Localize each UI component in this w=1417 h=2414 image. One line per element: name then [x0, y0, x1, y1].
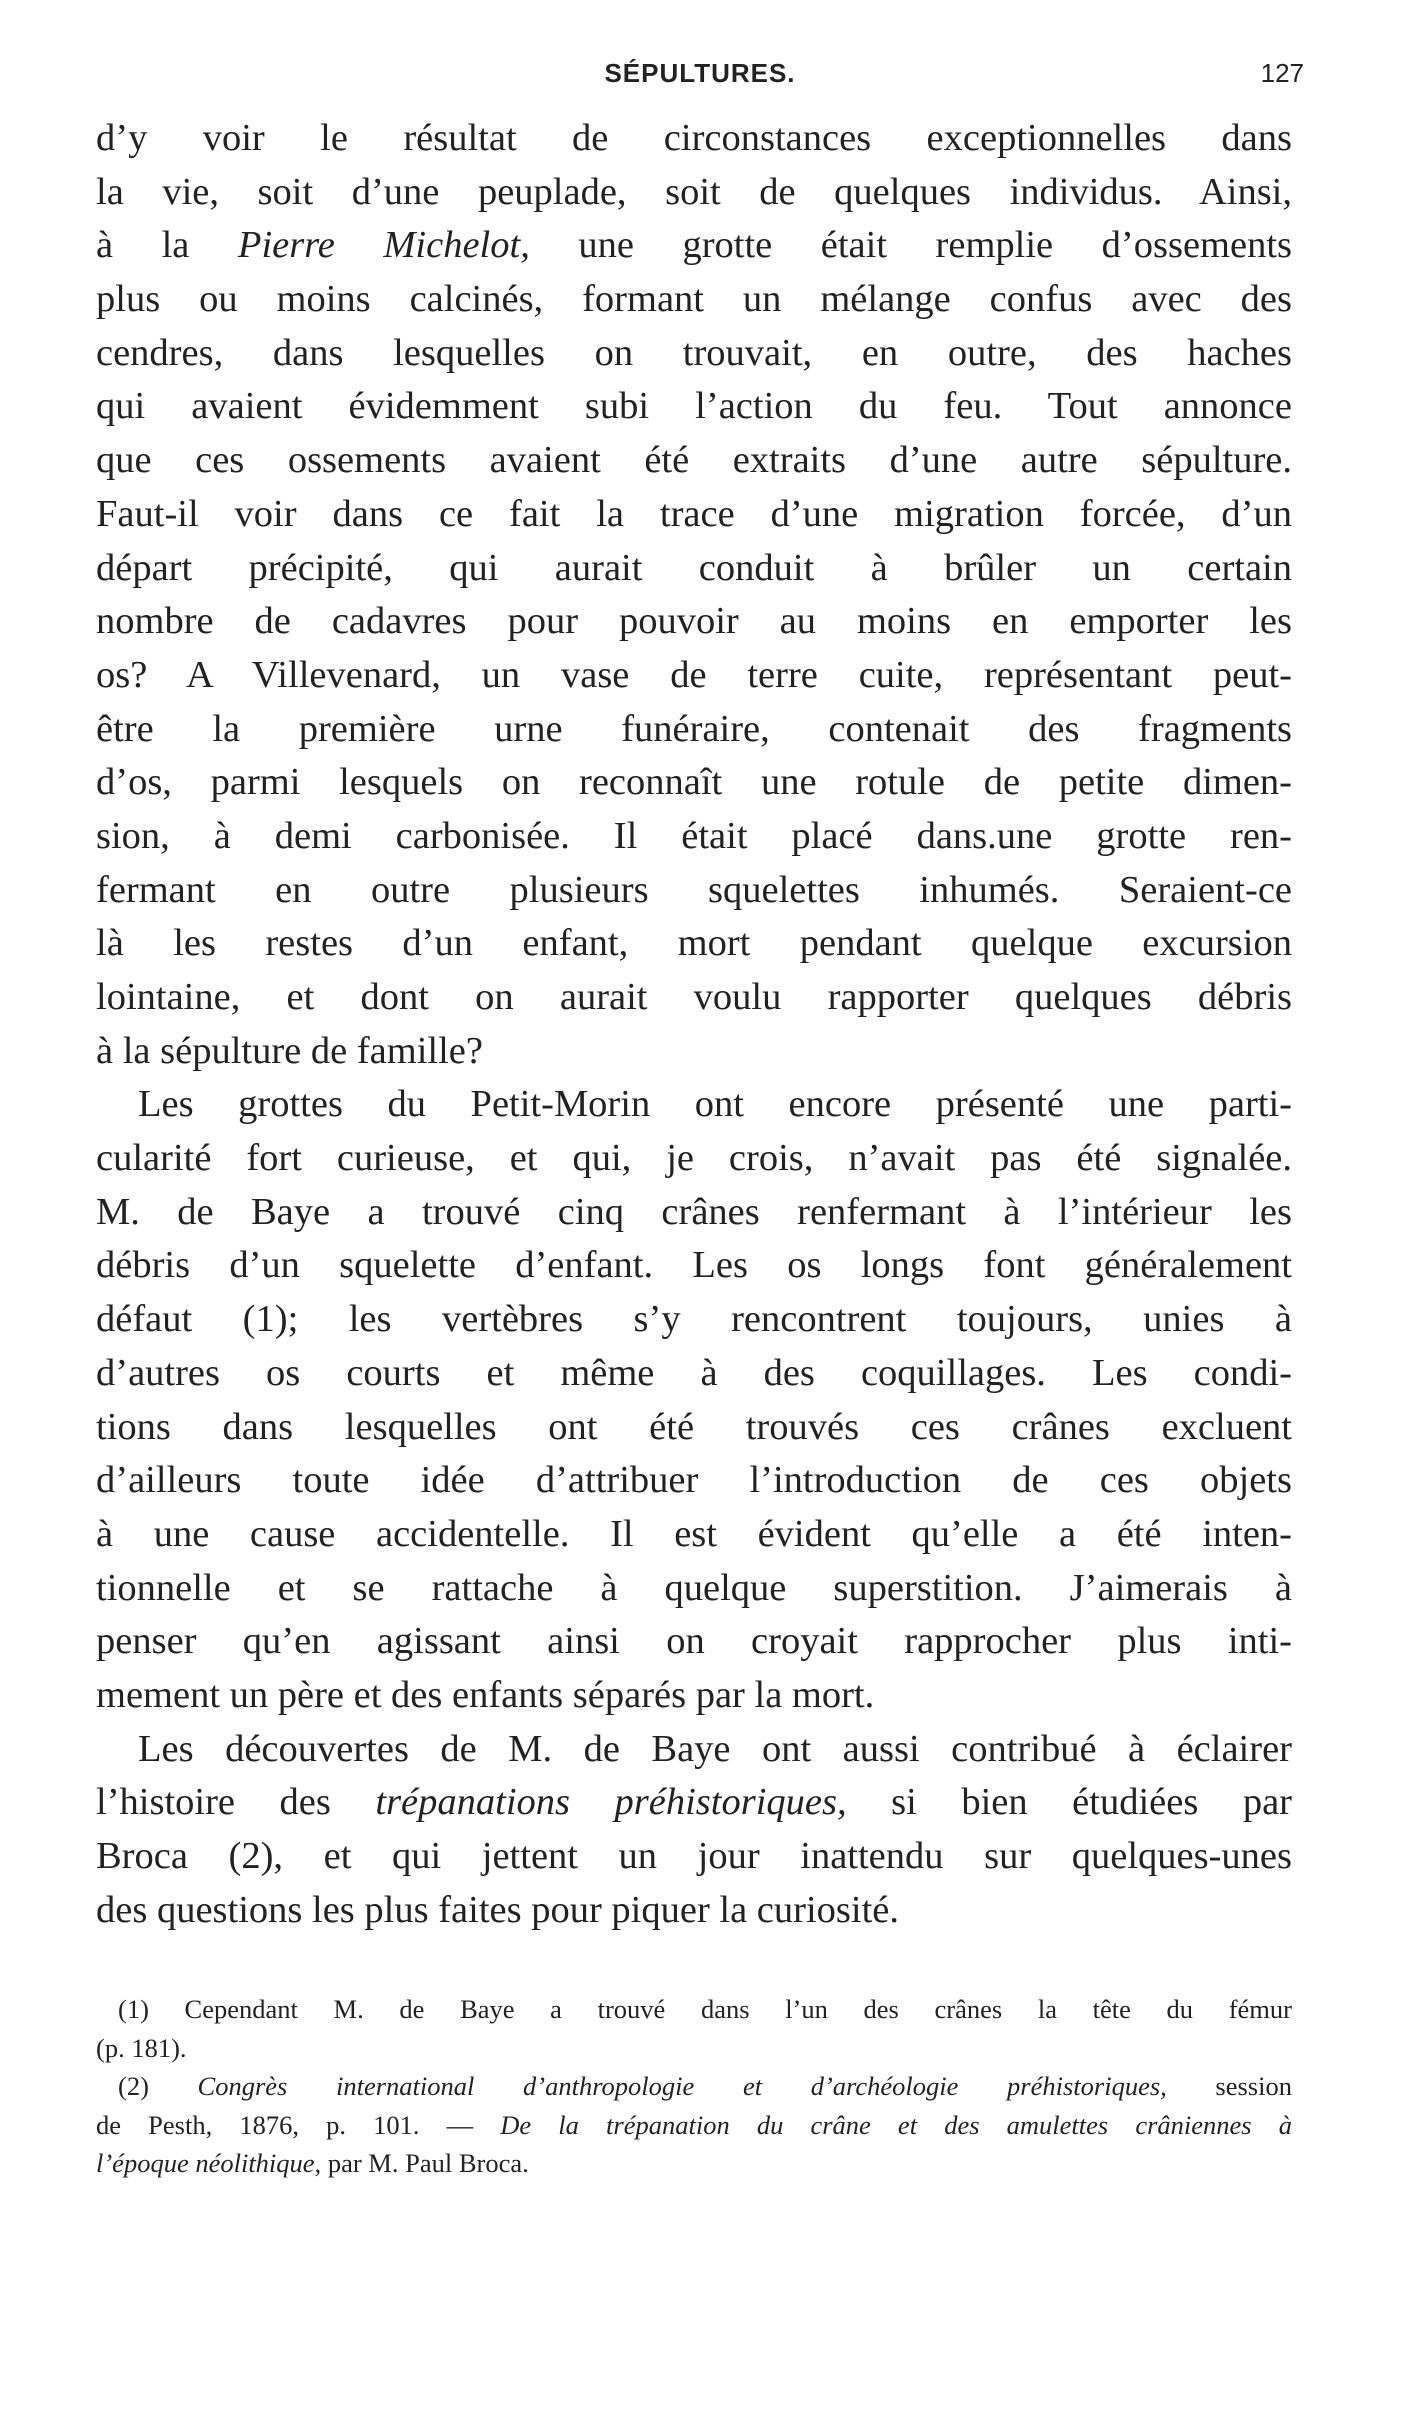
text-line: qui avaient évidemment subi l’action du feu. Tout annonce: [96, 385, 1292, 428]
text-line: lointaine, et dont on aurait voulu rapporter quelques débris: [96, 976, 1292, 1018]
text-line: Les grottes du Petit-Morin ont encore présenté une parti-: [138, 1083, 1292, 1126]
text-line: cendres, dans lesquelles on trouvait, en outre, des haches: [96, 331, 1292, 374]
text-line: d’ailleurs toute idée d’attribuer l’introduction de ces objets: [96, 1459, 1292, 1502]
text-line: la vie, soit d’une peuplade, soit de quelques individus. Ainsi,: [96, 170, 1292, 213]
text-line: penser qu’en agissant ainsi on croyait rapprocher plus inti-: [96, 1620, 1292, 1663]
text-line: là les restes d’un enfant, mort pendant quelque excursion: [96, 922, 1292, 965]
footnotes: [96, 1990, 1292, 2183]
text-line: tionnelle et se rattache à quelque superstition. J’aimerais à: [96, 1566, 1292, 1609]
text-line: fermant en outre plusieurs squelettes inhumés. Seraient-ce: [96, 868, 1292, 911]
text-line: mement un père et des enfants séparés par la mort.: [96, 1673, 875, 1716]
italic-place-name: Pierre Michelot,: [237, 224, 530, 267]
page-number: 127: [1260, 58, 1304, 88]
italic-term: trépanations préhistoriques,: [375, 1781, 847, 1824]
text-line: nombre de cadavres pour pouvoir au moins en emporter les: [96, 600, 1292, 643]
text-line: tions dans lesquelles ont été trouvés ces crânes excluent: [96, 1405, 1292, 1448]
running-title: SÉPULTURES.: [604, 58, 796, 88]
footnote-2-cont: l’époque néolithique, par M. Paul Broca.: [96, 2148, 529, 2178]
text-line: M. de Baye a trouvé cinq crânes renfermant à l’intérieur les: [96, 1190, 1292, 1233]
text-line: d’y voir le résultat de circonstances exceptionnelles dans: [96, 117, 1292, 159]
text-line: cularité fort curieuse, et qui, je crois, n’avait pas été signalée.: [96, 1137, 1292, 1180]
text-line: d’os, parmi lesquels on reconnaît une rotule de petite dimen-: [96, 761, 1292, 804]
footnote-2-article-title: De la trépanation du crâne et des amulettes crâniennes à: [500, 2109, 1293, 2140]
footnote-2: (2) Congrès international d’anthropologie et d’archéologie préhistoriques, session: [118, 2071, 1292, 2101]
page-header: [96, 58, 1304, 98]
footnote-1-cont: (p. 181).: [96, 2032, 187, 2063]
text-line: être la première urne funéraire, contenait des fragments: [96, 707, 1292, 750]
body-text: [96, 112, 1292, 1937]
text-line: à une cause accidentelle. Il est évident qu’elle a été inten-: [96, 1512, 1292, 1555]
text-line: plus ou moins calcinés, formant un mélange confus avec des: [96, 278, 1292, 321]
text-line: des questions les plus faites pour piquer la curiosité.: [96, 1888, 899, 1931]
text-line: débris d’un squelette d’enfant. Les os longs font généralement: [96, 1244, 1292, 1287]
text-line: que ces ossements avaient été extraits d’une autre sépulture.: [96, 439, 1292, 482]
footnote-2-cont: de Pesth, 1876, p. 101. — De la trépanation du crâne et des amulettes crâniennes à: [96, 2109, 1293, 2140]
text-line: d’autres os courts et même à des coquillages. Les condi-: [96, 1351, 1292, 1394]
footnote-2-article-title-cont: l’époque néolithique,: [96, 2148, 322, 2178]
text-line: à la Pierre Michelot, une grotte était remplie d’ossements: [96, 224, 1292, 267]
text-line: Faut-il voir dans ce fait la trace d’une migration forcée, d’un: [96, 492, 1292, 535]
text-line: Les découvertes de M. de Baye ont aussi contribué à éclairer: [138, 1727, 1292, 1770]
text-line: à la sépulture de famille?: [96, 1029, 483, 1072]
footnote-2-title: Congrès international d’anthropologie et d’archéologie préhistoriques,: [197, 2071, 1167, 2101]
text-line: Broca (2), et qui jettent un jour inattendu sur quelques-unes: [96, 1835, 1292, 1877]
text-line: sion, à demi carbonisée. Il était placé dans.une grotte ren-: [96, 814, 1292, 857]
text-line: l’histoire des trépanations préhistoriques, si bien étudiées par: [96, 1781, 1292, 1824]
text-line: défaut (1); les vertèbres s’y rencontrent toujours, unies à: [96, 1298, 1292, 1341]
footnote-1: (1) Cependant M. de Baye a trouvé dans l’un des crânes la tête du fémur: [118, 1994, 1292, 2024]
text-line: os? A Villevenard, un vase de terre cuite, représentant peut-: [96, 653, 1292, 696]
text-line: départ précipité, qui aurait conduit à brûler un certain: [96, 546, 1292, 589]
